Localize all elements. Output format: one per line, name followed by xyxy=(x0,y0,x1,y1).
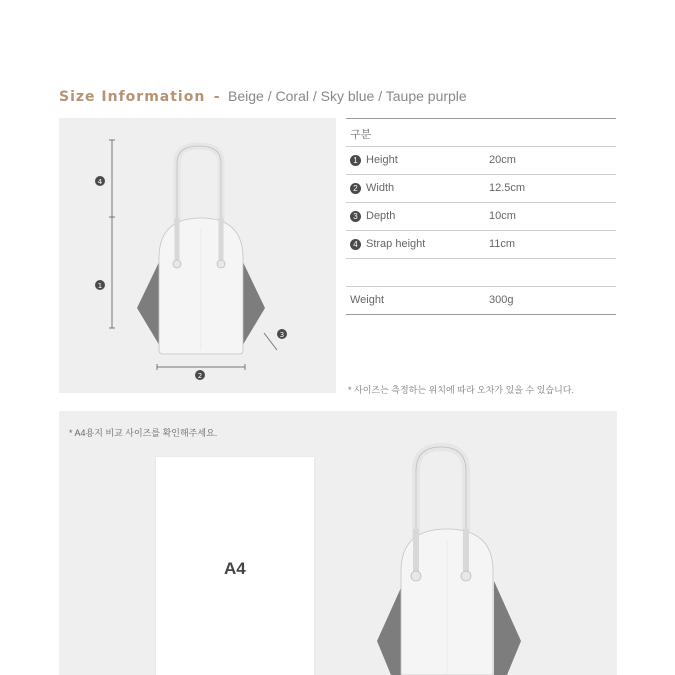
table-row-width xyxy=(350,182,394,194)
bag-strap xyxy=(177,146,221,228)
table-row-depth xyxy=(350,210,395,222)
marker-height xyxy=(95,280,105,290)
table-row-strap-height xyxy=(350,238,425,250)
svg-text:1: 1 xyxy=(97,282,103,290)
bag-right-side xyxy=(494,581,521,675)
left-clasp xyxy=(411,571,421,581)
marker-strap-height xyxy=(95,176,105,186)
marker-depth xyxy=(277,329,287,339)
right-clasp xyxy=(461,571,471,581)
left-clasp xyxy=(173,260,181,268)
bag-diagram-svg xyxy=(59,118,336,393)
row-number-badge: 4 xyxy=(350,239,361,250)
marker-width xyxy=(195,370,205,380)
svg-text:3: 3 xyxy=(279,331,285,339)
size-information-heading xyxy=(59,88,467,105)
table-header: 구분 xyxy=(350,129,372,141)
size-tolerance-note: * 사이즈는 측정하는 위치에 따라 오차가 있을 수 있습니다. xyxy=(348,385,574,395)
bag-left-side xyxy=(137,258,161,348)
bag-strap-outline xyxy=(177,146,221,228)
weight-value: 300g xyxy=(489,294,514,306)
row-number-badge: 1 xyxy=(350,155,361,166)
svg-text:4: 4 xyxy=(97,178,103,186)
row-label: Strap height xyxy=(366,238,426,250)
row-value: 12.5cm xyxy=(489,182,526,194)
table-row-height xyxy=(350,154,398,166)
bag-left-side xyxy=(377,581,404,675)
row-value: 11cm xyxy=(489,238,516,250)
bag-dimension-diagram xyxy=(59,118,336,393)
bag-comparison-svg xyxy=(59,411,617,675)
a4-comparison-panel xyxy=(59,411,617,675)
weight-label: Weight xyxy=(350,294,385,306)
svg-text:2: 2 xyxy=(197,372,203,380)
size-table xyxy=(346,118,616,318)
a4-label: A4 xyxy=(224,559,246,578)
a4-compare-note: * A4용지 비교 사이즈를 확인해주세요. xyxy=(69,428,218,438)
row-label: Depth xyxy=(366,210,396,222)
depth-measure-line xyxy=(264,333,277,350)
heading-separator: - xyxy=(213,89,220,105)
row-value: 20cm xyxy=(489,154,516,166)
bag-right-side xyxy=(241,258,265,348)
row-number-badge: 2 xyxy=(350,183,361,194)
row-label: Width xyxy=(366,182,395,194)
heading-colors: Beige / Coral / Sky blue / Taupe purple xyxy=(228,88,467,104)
right-clasp xyxy=(217,260,225,268)
row-number-badge: 3 xyxy=(350,211,361,222)
heading-title: Size Information xyxy=(59,89,206,105)
row-label: Height xyxy=(366,154,398,166)
row-value: 10cm xyxy=(489,210,516,222)
